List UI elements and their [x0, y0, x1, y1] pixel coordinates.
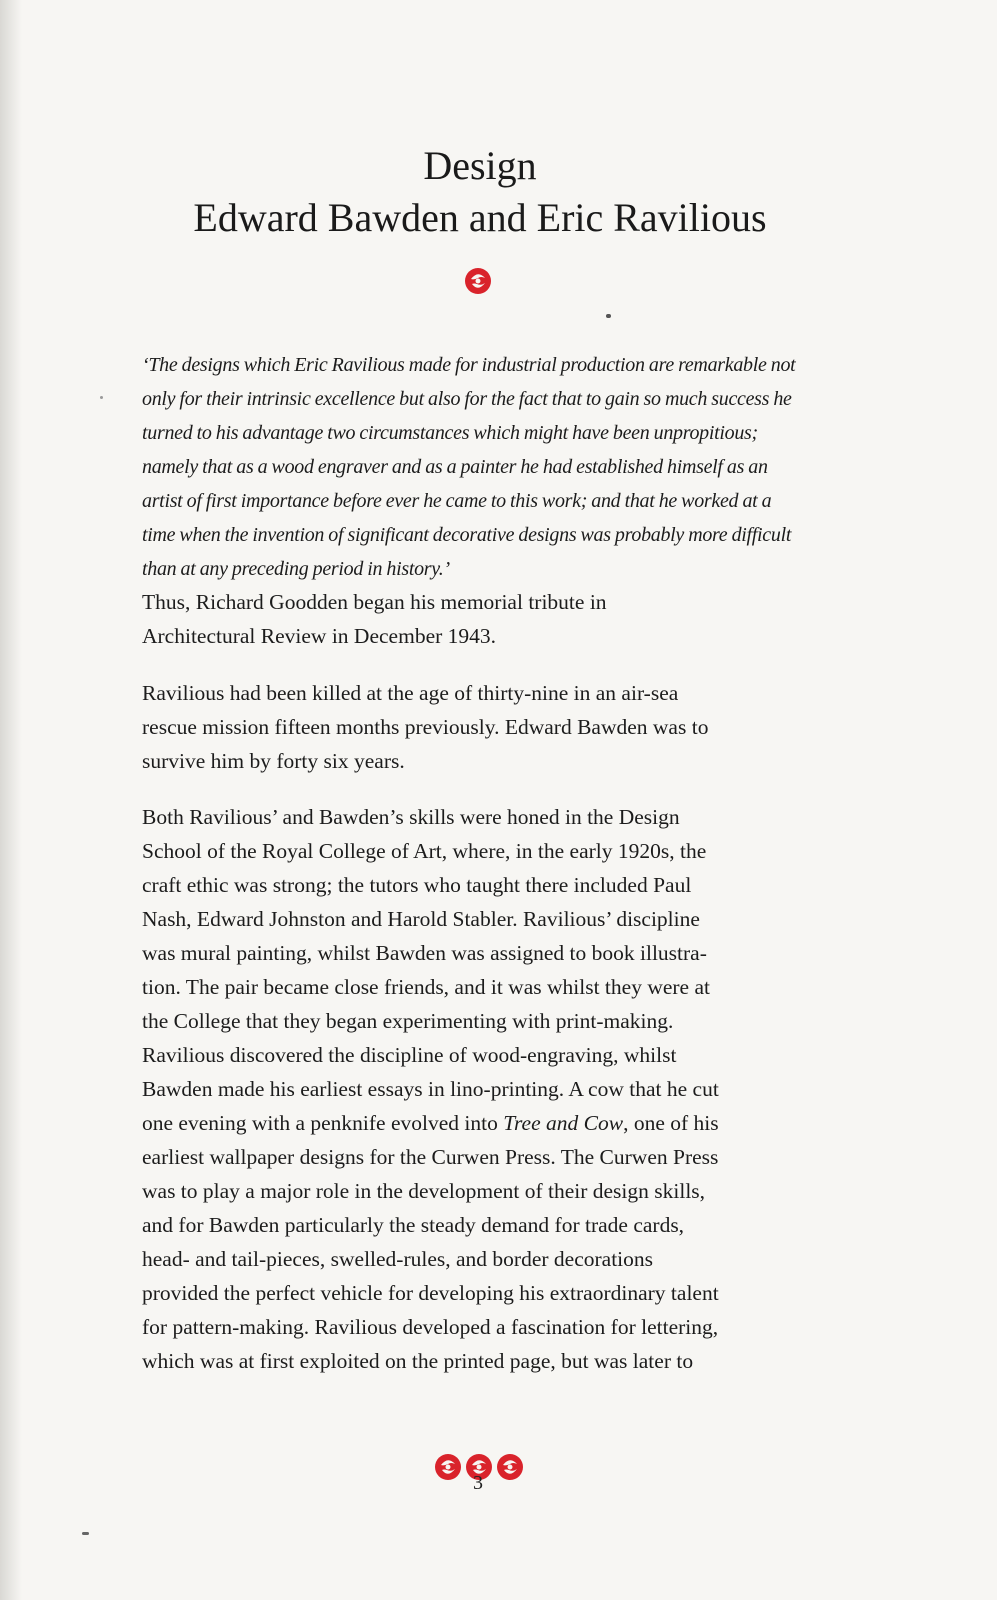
page-number: 3 — [473, 1472, 483, 1494]
quote-line: artist of first importance before ever he came to this work; and that he worked at a — [142, 490, 772, 512]
body-line: craft ethic was strong; the tutors who taught there included Paul — [142, 873, 692, 897]
quote-line: than at any preceding period in history.’ — [142, 558, 450, 580]
body-line: Both Ravilious’ and Bawden’s skills were honed in the Design — [142, 805, 680, 829]
body-line: for pattern-making. Ravilious developed a fascination for lettering, — [142, 1315, 719, 1339]
paper-speck — [606, 314, 611, 318]
title-line-1: Design — [423, 143, 537, 188]
body-line: earliest wallpaper designs for the Curwen Press. The Curwen Press — [142, 1145, 719, 1169]
wallpaper-title: Tree and Cow — [503, 1111, 624, 1135]
body-line: was to play a major role in the development of their design skills, — [142, 1179, 706, 1203]
quote-line: time when the invention of significant decorative designs was probably more difficult — [142, 524, 792, 546]
body-line: head- and tail-pieces, swelled-rules, and border decorations — [142, 1247, 654, 1271]
body-line: rescue mission fifteen months previously. Edward Bawden was to — [142, 715, 709, 739]
body-line: Ravilious discovered the discipline of wood-engraving, whilst — [142, 1043, 677, 1067]
body-line: survive him by forty six years. — [142, 749, 405, 773]
body-line: Nash, Edward Johnston and Harold Stabler. Ravilious’ discipline — [142, 907, 700, 931]
red-knot-ornament-icon — [463, 266, 493, 296]
line-text: , one of his — [623, 1111, 719, 1135]
body-line — [142, 1106, 822, 1140]
body-line: and for Bawden particularly the steady demand for trade cards, — [142, 1213, 685, 1237]
body-line: which was at first exploited on the printed page, but was later to — [142, 1349, 694, 1373]
body-line: provided the perfect vehicle for developing his extraordinary talent — [142, 1281, 719, 1305]
paper-speck — [82, 1532, 89, 1535]
attribution-line: Thus, Richard Goodden began his memorial tribute in — [142, 590, 607, 614]
quote-line: turned to his advantage two circumstances which might have been unpropitious; — [142, 422, 758, 444]
body-line: Bawden made his earliest essays in lino-printing. A cow that he cut — [142, 1077, 719, 1101]
quote-line: ‘The designs which Eric Ravilious made for industrial production are remarkable not — [142, 354, 796, 376]
paragraph-royal-college — [142, 800, 822, 1378]
body-line: tion. The pair became close friends, and it was whilst they were at — [142, 975, 710, 999]
body-line: School of the Royal College of Art, where, in the early 1920s, the — [142, 839, 707, 863]
body-line: the College that they began experimenting with print-making. — [142, 1009, 674, 1033]
paper-speck — [100, 396, 103, 399]
red-knot-ornament-icon — [495, 1452, 525, 1482]
page-title — [100, 140, 860, 244]
quote-line: only for their intrinsic excellence but also for the fact that to gain so much success he — [142, 388, 792, 410]
body-line: Ravilious had been killed at the age of thirty-nine in an air-sea — [142, 681, 679, 705]
quote-attribution — [142, 585, 822, 653]
title-line-2: Edward Bawden and Eric Ravilious — [193, 195, 767, 240]
page-edge-shadow — [0, 0, 22, 1600]
body-line: was mural painting, whilst Bawden was assigned to book illustra- — [142, 941, 707, 965]
quote-line: namely that as a wood engraver and as a painter he had established himself as an — [142, 456, 768, 478]
paragraph-ravilious-death — [142, 676, 822, 778]
line-text: one evening with a penknife evolved into — [142, 1111, 504, 1135]
attribution-line: Architectural Review in December 1943. — [142, 624, 497, 648]
opening-quote — [142, 348, 822, 586]
